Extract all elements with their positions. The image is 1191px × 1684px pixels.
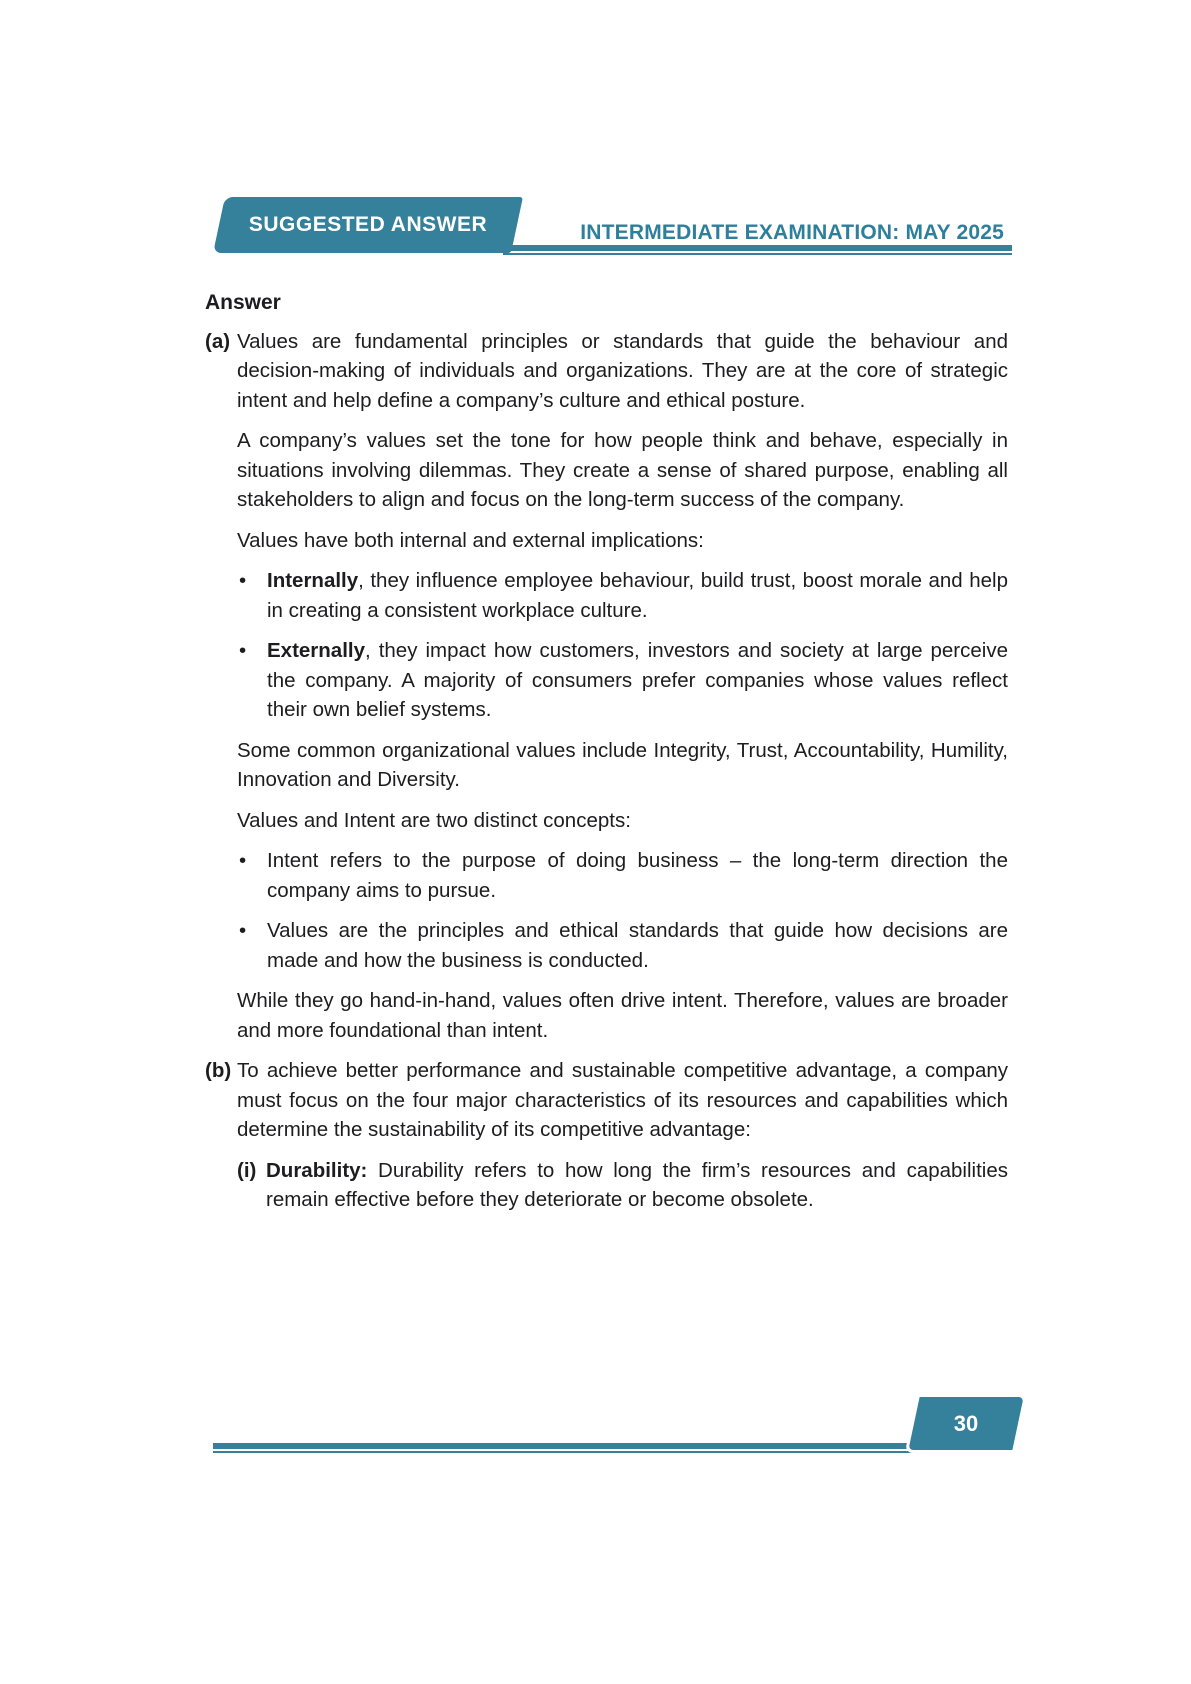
answer-heading: Answer	[205, 291, 281, 314]
page-number-badge	[911, 1394, 1021, 1453]
sub-item-durability	[237, 1156, 1008, 1215]
sub-item-text	[266, 1156, 1008, 1215]
bullet-icon: •	[239, 919, 247, 942]
paragraph: To achieve better performance and sustainable competitive advantage, a company must focus on the four major characteristics of its resources and capabilities which determine the sustainability of its competitive advantage:	[237, 1059, 1008, 1141]
bullet-text: Intent refers to the purpose of doing business – the long-term direction the company aims to pursue.	[267, 849, 1008, 902]
bullet-text: Values are the principles and ethical standards that guide how decisions are made and how the business is conducted.	[267, 919, 1008, 972]
paragraph: Values and Intent are two distinct concepts:	[237, 808, 631, 832]
bullet-icon: •	[239, 849, 247, 872]
paragraph: While they go hand-in-hand, values often drive intent. Therefore, values are broader and more foundational than intent.	[237, 989, 1008, 1042]
bullet-lead-word: Internally	[267, 569, 359, 592]
bullet-rest-text: , they influence employee behaviour, build trust, boost morale and help in creating a consistent workplace culture.	[267, 569, 1008, 622]
header-rule-thick-line	[503, 245, 1012, 251]
header-rule-thin-line	[503, 253, 1012, 255]
paragraph: Values are fundamental principles or standards that guide the behaviour and decision-making of individuals and organizations. They are at the core of strategic intent and help define a company’s culture and ethical posture.	[237, 329, 1008, 412]
suggested-answer-banner	[219, 197, 517, 253]
bullet-icon: •	[239, 569, 247, 592]
bullet-item-externally	[237, 636, 1008, 725]
header-exam-title: INTERMEDIATE EXAMINATION: MAY 2025	[580, 221, 1004, 244]
answer-content	[205, 288, 1008, 1226]
bullet-item-intent	[237, 846, 1008, 905]
bullet-item-internally	[237, 566, 1008, 625]
paragraph: Values have both internal and external implications:	[237, 528, 704, 552]
sub-item-rest-text: Durability refers to how long the firm’s resources and capabilities remain effective before they deteriorate or become obsolete.	[266, 1158, 1008, 1211]
bullet-lead-word: Externally	[267, 639, 365, 662]
sub-item-lead-word: Durability:	[266, 1158, 368, 1182]
header-rule	[503, 245, 1012, 255]
item-b-body	[237, 1056, 1008, 1226]
bullet-item-values	[237, 916, 1008, 975]
sub-item-label: (i)	[237, 1158, 257, 1182]
bullet-text	[267, 566, 1008, 625]
bullet-text	[267, 636, 1008, 725]
paragraph: A company’s values set the tone for how people think and behave, especially in situations involving dilemmas. They create a sense of shared purpose, enabling all stakeholders to align and focus on the long-term success of the company.	[237, 429, 1008, 511]
item-a-body	[237, 327, 1008, 1057]
answer-item-a	[205, 327, 1008, 1057]
bullet-icon: •	[239, 639, 247, 662]
banner-label: SUGGESTED ANSWER	[248, 213, 488, 236]
item-b-label: (b)	[205, 1059, 232, 1082]
footer-rule-thin-line	[213, 1451, 1010, 1453]
footer-rule-thick-line	[213, 1443, 1010, 1449]
item-a-label: (a)	[205, 329, 231, 353]
answer-item-b	[205, 1056, 1008, 1226]
paragraph: Some common organizational values include Integrity, Trust, Accountability, Humility, Innovation and Diversity.	[237, 738, 1008, 791]
bullet-rest-text: , they impact how customers, investors and society at large perceive the company. A majority of consumers prefer companies whose values reflect their own belief systems.	[267, 639, 1008, 721]
footer-rule	[213, 1443, 1010, 1453]
page-number: 30	[953, 1410, 979, 1436]
